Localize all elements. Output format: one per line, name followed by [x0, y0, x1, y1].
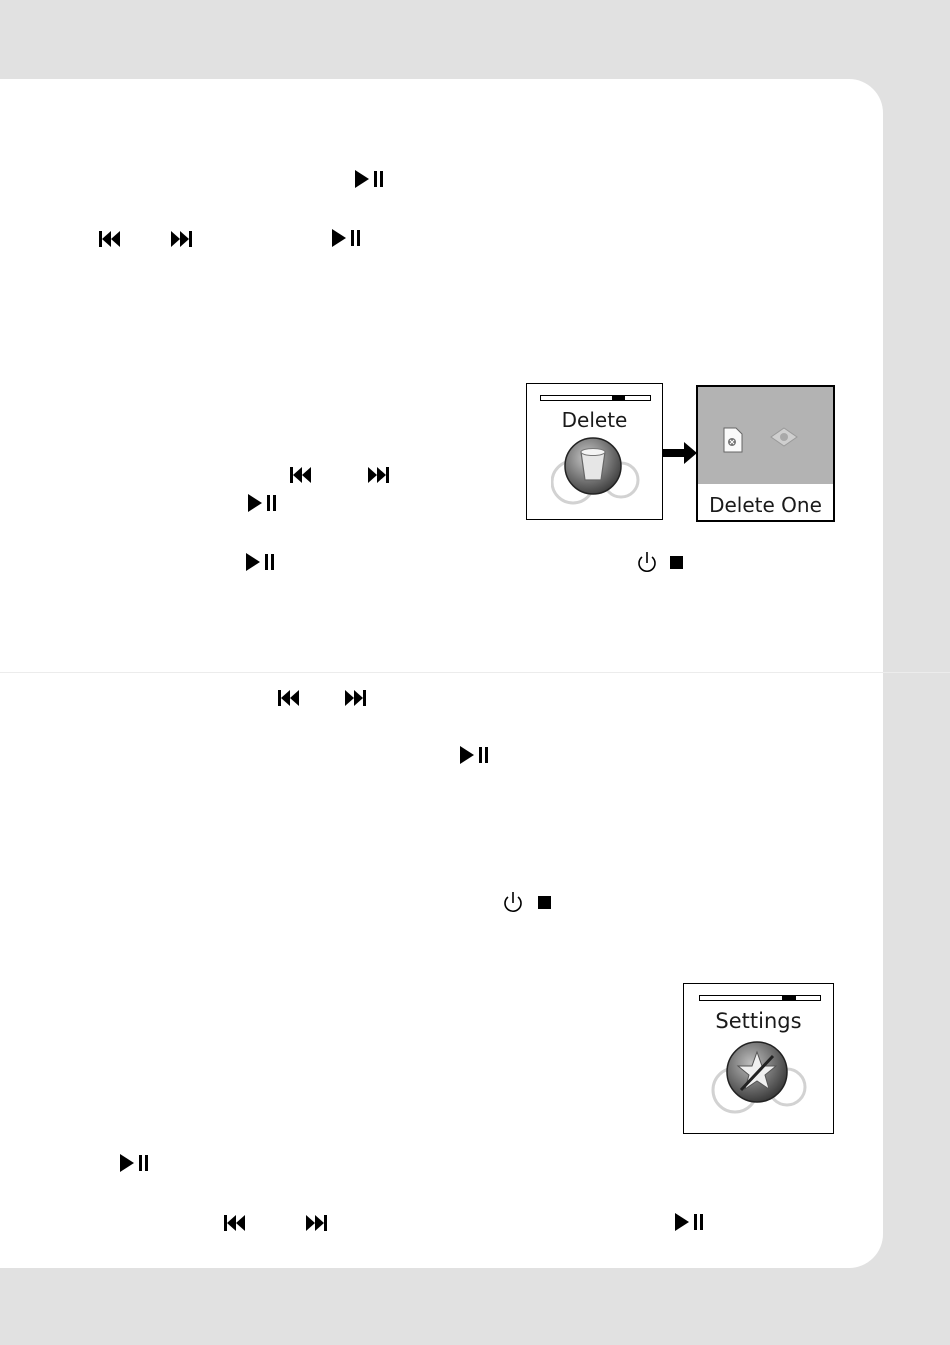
next-icon [171, 231, 193, 247]
section-divider [0, 672, 950, 673]
delete-menu-title: Delete [561, 408, 628, 432]
previous-icon [278, 690, 300, 706]
settings-menu-title: Settings [715, 1009, 802, 1033]
power-icon [637, 551, 657, 575]
document-delete-icon [723, 427, 743, 453]
next-icon [345, 690, 367, 706]
arrow-right-icon [662, 442, 698, 464]
submenu-icon-area [698, 387, 833, 484]
settings-menu-screen [683, 983, 834, 1134]
stop-icon [670, 556, 684, 570]
power-icon [503, 891, 523, 915]
previous-icon [290, 467, 312, 483]
delete-submenu-caption: Delete One [709, 493, 822, 517]
previous-icon [99, 231, 121, 247]
play-pause-icon [332, 229, 362, 247]
menu-position-bar [540, 395, 651, 401]
next-icon [368, 467, 390, 483]
delete-menu-screen [526, 383, 663, 520]
play-pause-icon [675, 1213, 705, 1231]
play-pause-icon [460, 746, 490, 764]
delete-submenu-screen [696, 385, 835, 522]
play-pause-icon [355, 170, 385, 188]
previous-icon [224, 1215, 246, 1231]
play-pause-icon [120, 1154, 150, 1172]
play-pause-icon [246, 553, 276, 571]
play-pause-icon [248, 494, 278, 512]
menu-position-bar [699, 995, 821, 1001]
stop-icon [538, 896, 552, 910]
trash-bin-icon [551, 436, 641, 512]
next-icon [306, 1215, 328, 1231]
settings-star-icon [711, 1040, 809, 1122]
disc-delete-icon [770, 427, 798, 451]
